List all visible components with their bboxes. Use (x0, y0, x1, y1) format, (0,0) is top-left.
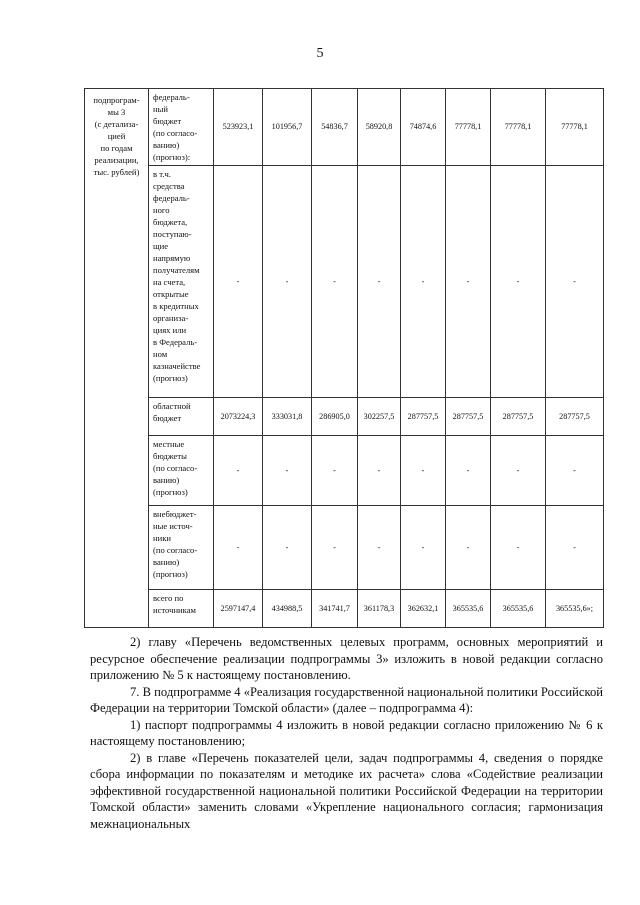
table-row (85, 590, 604, 628)
value-cell: - (491, 166, 546, 398)
funding-source-cell: в т.ч. средства федераль- ного бюджета, поступаю- щие напрямую получателям на счета, открытые в кредитных организа- циях или в Федераль- ном казначействе (прогноз) (149, 166, 214, 398)
value-cell: - (491, 436, 546, 506)
value-cell: - (401, 166, 446, 398)
value-cell: - (446, 506, 491, 590)
value-cell: 287757,5 (546, 398, 604, 436)
value-cell: - (401, 436, 446, 506)
funding-source-cell: областной бюджет (149, 398, 214, 436)
value-cell: - (546, 506, 604, 590)
value-cell: - (491, 506, 546, 590)
program-label-cell: подпрограм- мы 3 (с детализа- цией по годам реализации, тыс. рублей) (85, 89, 149, 628)
value-cell: - (546, 166, 604, 398)
value-cell: 54836,7 (312, 89, 358, 166)
value-cell: - (446, 166, 491, 398)
value-cell: - (446, 436, 491, 506)
value-cell: 2597147,4 (214, 590, 263, 628)
paragraph: 2) главу «Перечень ведомственных целевых программ, основных мероприятий и ресурсное обеспечение реализации подпрограммы 3» изложить в новой редакции согласно приложению № 5 к настоящему постановлению. (90, 635, 603, 682)
funding-table (84, 88, 604, 628)
value-cell: - (312, 506, 358, 590)
value-cell: - (214, 436, 263, 506)
value-cell: 341741,7 (312, 590, 358, 628)
value-cell: 2073224,3 (214, 398, 263, 436)
value-cell: 302257,5 (358, 398, 401, 436)
value-cell: 77778,1 (446, 89, 491, 166)
value-cell: - (263, 506, 312, 590)
value-cell: 365535,6 (446, 590, 491, 628)
value-cell: 361178,3 (358, 590, 401, 628)
value-cell: 362632,1 (401, 590, 446, 628)
value-cell: 434988,5 (263, 590, 312, 628)
value-cell: 287757,5 (401, 398, 446, 436)
funding-source-cell: местные бюджеты (по согласо- ванию) (прогноз) (149, 436, 214, 506)
value-cell: - (312, 436, 358, 506)
table-row (85, 166, 604, 398)
table-row (85, 436, 604, 506)
value-cell: 365535,6»; (546, 590, 604, 628)
value-cell: - (312, 166, 358, 398)
value-cell: 101956,7 (263, 89, 312, 166)
table-row (85, 89, 604, 166)
paragraph: 2) в главе «Перечень показателей цели, задач подпрограммы 4, сведения о порядке сбора информации по показателям и методике их расчета» слова «Содействие реализации эффективной государственной национальной политики Российской Федерации на территории Томской области» заменить словами «Укрепление национального согласия; гармонизация межнациональных (90, 750, 603, 831)
value-cell: 58920,8 (358, 89, 401, 166)
funding-source-cell: всего по источникам (149, 590, 214, 628)
funding-source-cell: федераль- ный бюджет (по согласо- ванию) (прогноз): (149, 89, 214, 166)
funding-source-cell: внебюджет- ные источ- ники (по согласо- ванию) (прогноз) (149, 506, 214, 590)
value-cell: - (263, 436, 312, 506)
value-cell: 77778,1 (491, 89, 546, 166)
value-cell: - (358, 506, 401, 590)
value-cell: 365535,6 (491, 590, 546, 628)
value-cell: 286905,0 (312, 398, 358, 436)
value-cell: 333031,8 (263, 398, 312, 436)
paragraph: 1) паспорт подпрограммы 4 изложить в новой редакции согласно приложению № 6 к настоящему постановлению; (90, 717, 603, 748)
value-cell: 77778,1 (546, 89, 604, 166)
paragraph: 7. В подпрограмме 4 «Реализация государственной национальной политики Российской Федерации на территории Томской области» (далее – подпрограмма 4): (90, 684, 603, 715)
value-cell: - (358, 166, 401, 398)
page-number: 5 (316, 46, 324, 61)
value-cell: 287757,5 (446, 398, 491, 436)
value-cell: - (263, 166, 312, 398)
table-row (85, 506, 604, 590)
value-cell: - (546, 436, 604, 506)
table-row (85, 398, 604, 436)
value-cell: - (358, 436, 401, 506)
value-cell: - (214, 506, 263, 590)
value-cell: 74874,6 (401, 89, 446, 166)
value-cell: 287757,5 (491, 398, 546, 436)
value-cell: - (214, 166, 263, 398)
body-text (90, 634, 603, 832)
value-cell: 523923,1 (214, 89, 263, 166)
value-cell: - (401, 506, 446, 590)
